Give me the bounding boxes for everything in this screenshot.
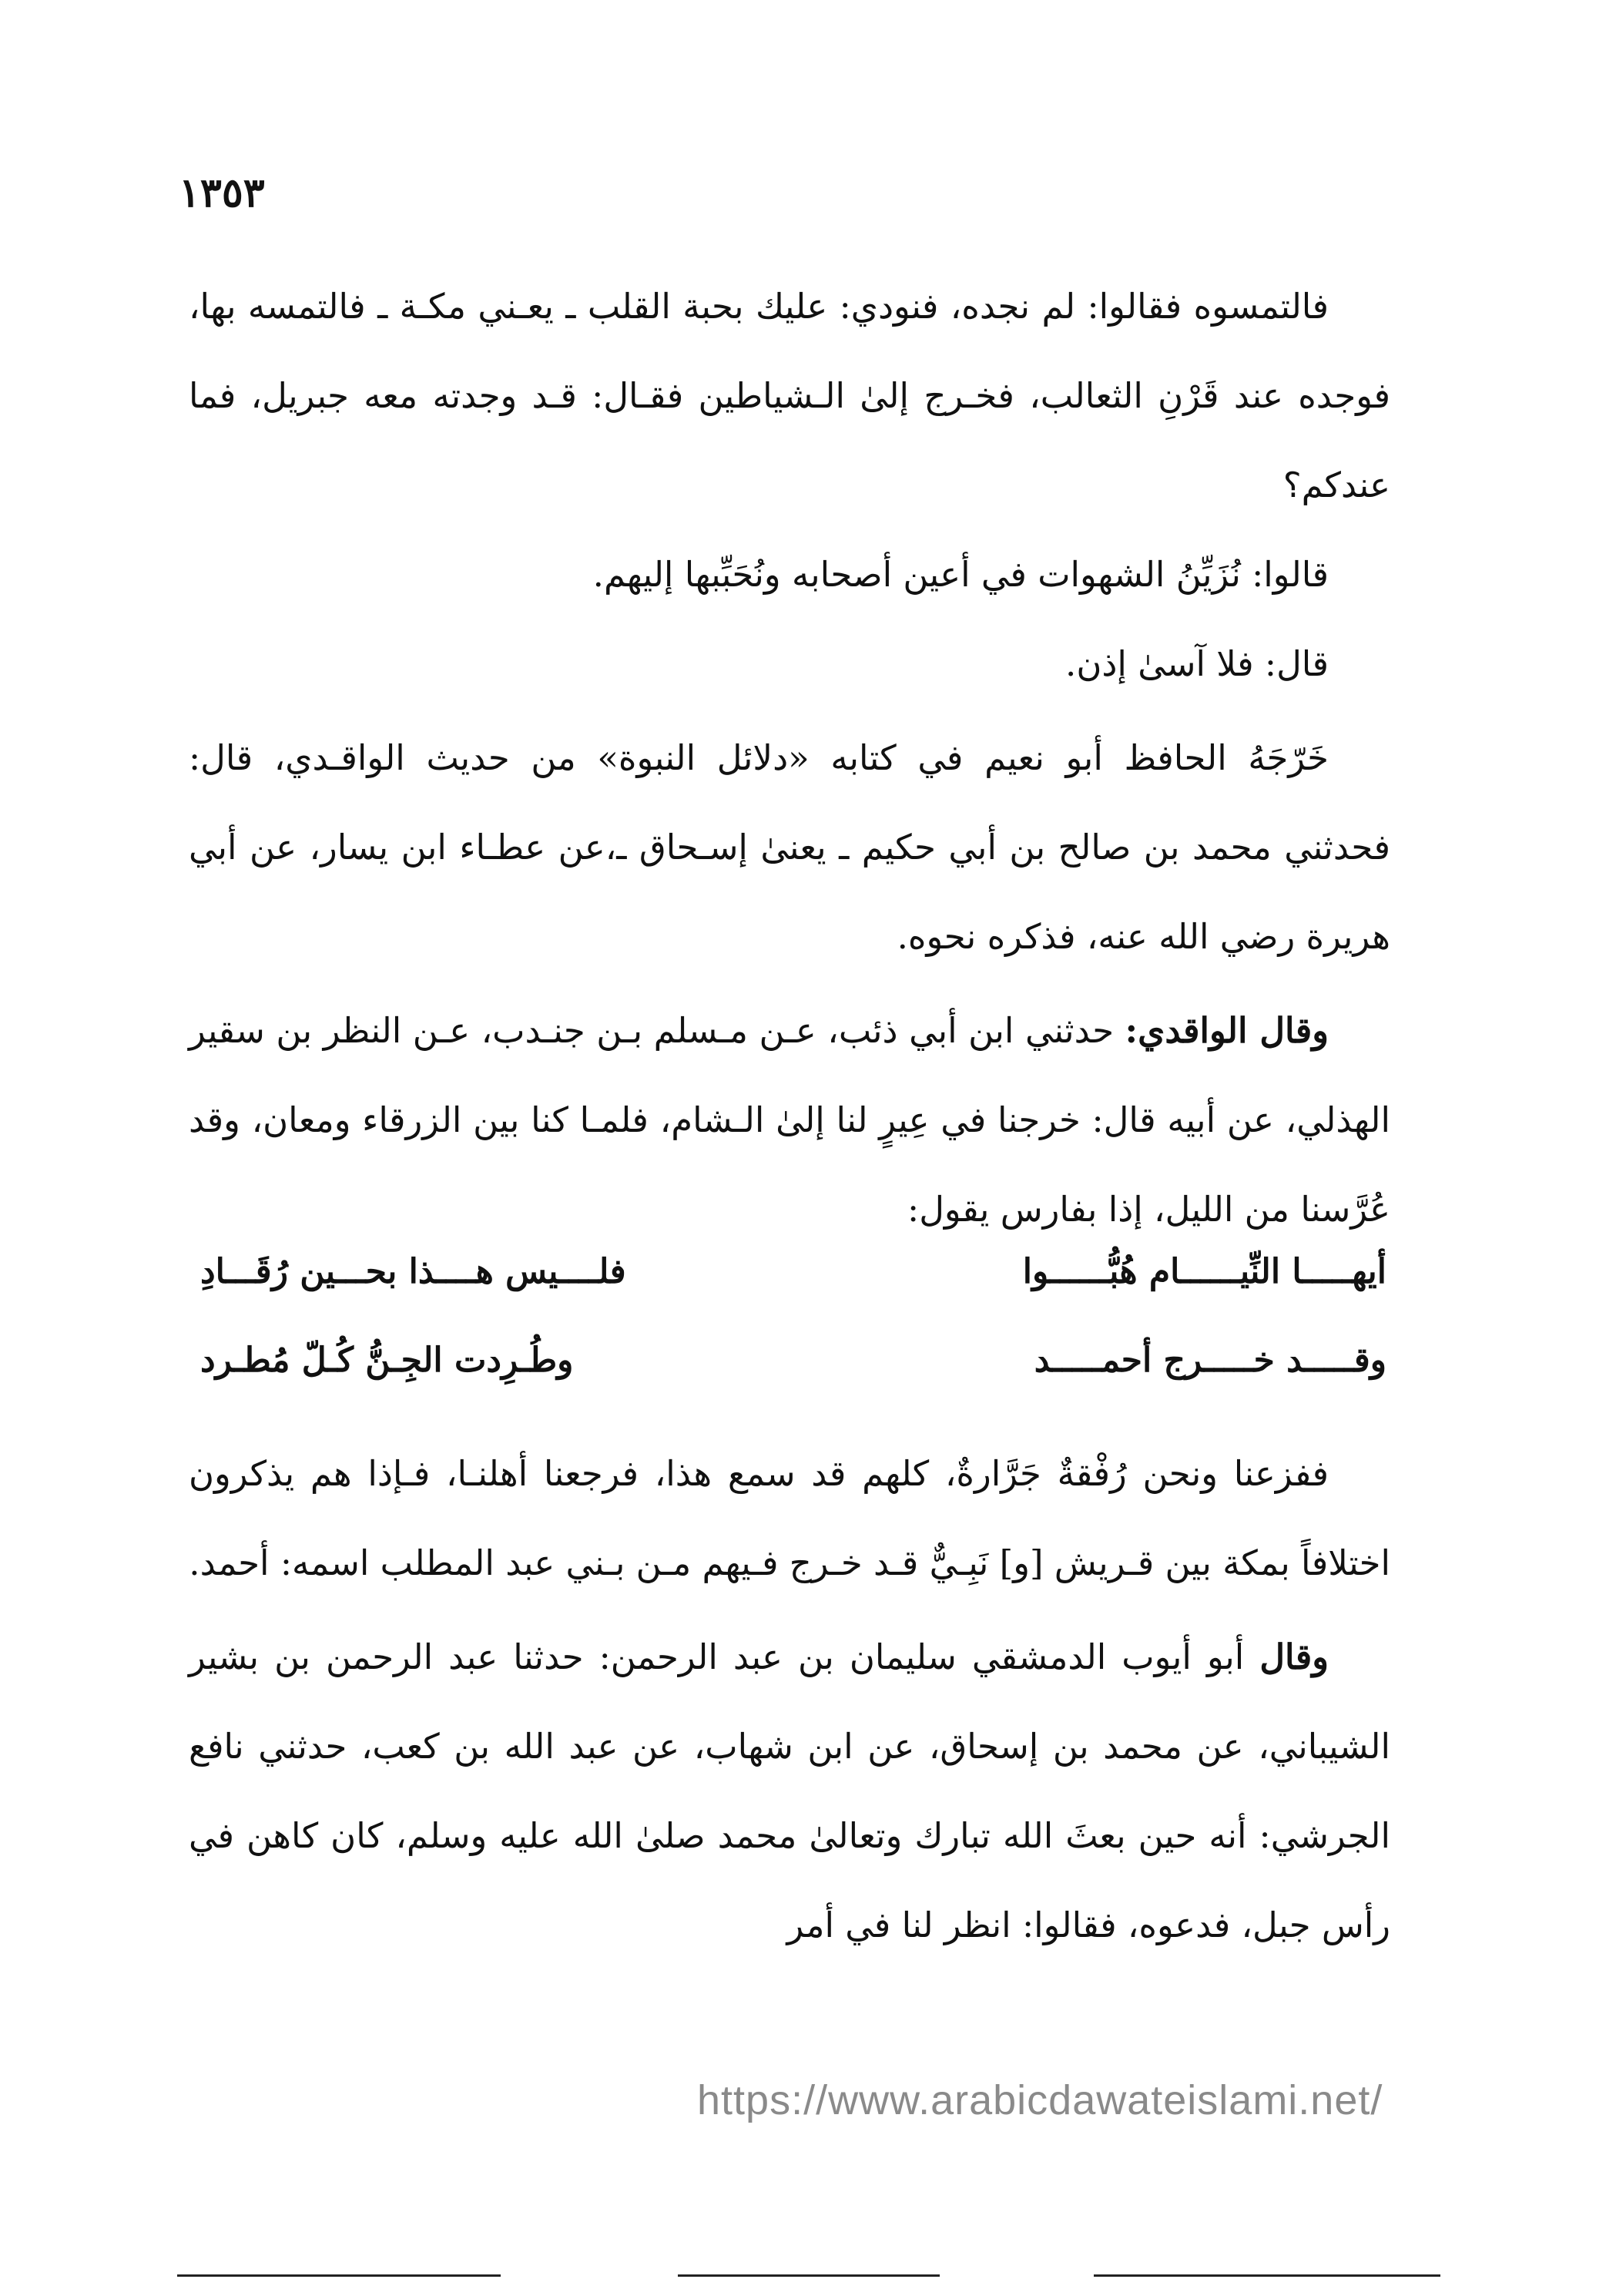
paragraph-body: حدثني ابن أبي ذئب، عـن مـسلم بـن جنـدب، عـن النظر بن سقير الهذلي، عن أبيه قال: خرجنا في عِيرٍ لنا إلىٰ الـشام، فلمـا كنا بين الزرقاء ومعان، وقد عُرَّسنا من الليل، إذا بفارس يقول:	[189, 1010, 1390, 1230]
paragraph: فالتمسوه فقالوا: لم نجده، فنودي: عليك بحبة القلب ـ يعـني مكـة ـ فالتمسه بها، فوجده عند قَرْنِ الثعالب، فخـرج إلىٰ الـشياطين فقـال: قـد وجدته معه جبريل، فما عندكم؟	[189, 286, 1390, 505]
paragraph-body: أبو أيوب الدمشقي سليمان بن عبد الرحمن: حدثنا عبد الرحمن بن بشير الشيباني، عن محمد بن إسحاق، عن ابن شهاب، عن عبد الله بن كعب، حدثني نافع الجرشي: أنه حين بعثَ الله تبارك وتعالىٰ محمد صلىٰ الله عليه وسلم، كان كاهن في رأس جبل، فدعوه، فقالوا: انظر لنا في أمر	[189, 1636, 1390, 1945]
text-block-top	[189, 262, 1390, 1254]
paragraph	[189, 1613, 1390, 1970]
paragraph: خَرّجَهُ الحافظ أبو نعيم في كتابه «دلائل النبوة» من حديث الواقـدي، قال: فحدثني محمد بن صالح بن أبي حكيم ـ يعنىٰ إسـحاق ـ،عن عطـاء ابن يسار، عن أبي هريرة رضي الله عنه، فذكره نحوه.	[189, 737, 1390, 957]
footer-divider	[678, 2274, 940, 2277]
paragraph: قال: فلا آسىٰ إذن.	[1065, 643, 1329, 684]
verse-hemistich: وقـــــد خـــــرج أحمـــــد	[1034, 1341, 1386, 1380]
footer-divider	[1094, 2274, 1440, 2277]
verse-line	[200, 1252, 1386, 1321]
text-block-bottom	[189, 1429, 1390, 1970]
paragraph: قالوا: نُزَيِّنُ الشهوات في أعين أصحابه ونُحَبِّبها إليهم.	[592, 554, 1329, 595]
verse-hemistich: فلــــيس هــــذا بحـــين رُقَـــادِ	[200, 1252, 626, 1291]
verse-line	[200, 1341, 1386, 1410]
verse-hemistich: وطُـرِدت الجِـنُّ كُـلّ مُطـرد	[200, 1341, 574, 1380]
footer-divider	[177, 2274, 501, 2277]
verse-hemistich: أيهـــــا النِّيــــــام هُبُّــــــوا	[1022, 1252, 1386, 1291]
page-number: ١٣٥٣	[179, 170, 265, 217]
paragraph-lead: وقال	[1259, 1636, 1329, 1677]
paragraph	[189, 986, 1390, 1254]
paragraph: ففزعنا ونحن رُفْقةٌ جَرَّارةٌ، كلهم قد سمع هذا، فرجعنا أهلنـا، فـإذا هم يذكرون اختلافاً بمكة بين قـريش [و] نَبِـيٌّ قـد خـرج فـيهم مـن بـني عبد المطلب اسمه: أحمد.	[189, 1453, 1390, 1583]
watermark-url: https://www.arabicdawateislami.net/	[697, 2077, 1383, 2123]
paragraph-lead: وقال الواقدي:	[1125, 1010, 1329, 1051]
